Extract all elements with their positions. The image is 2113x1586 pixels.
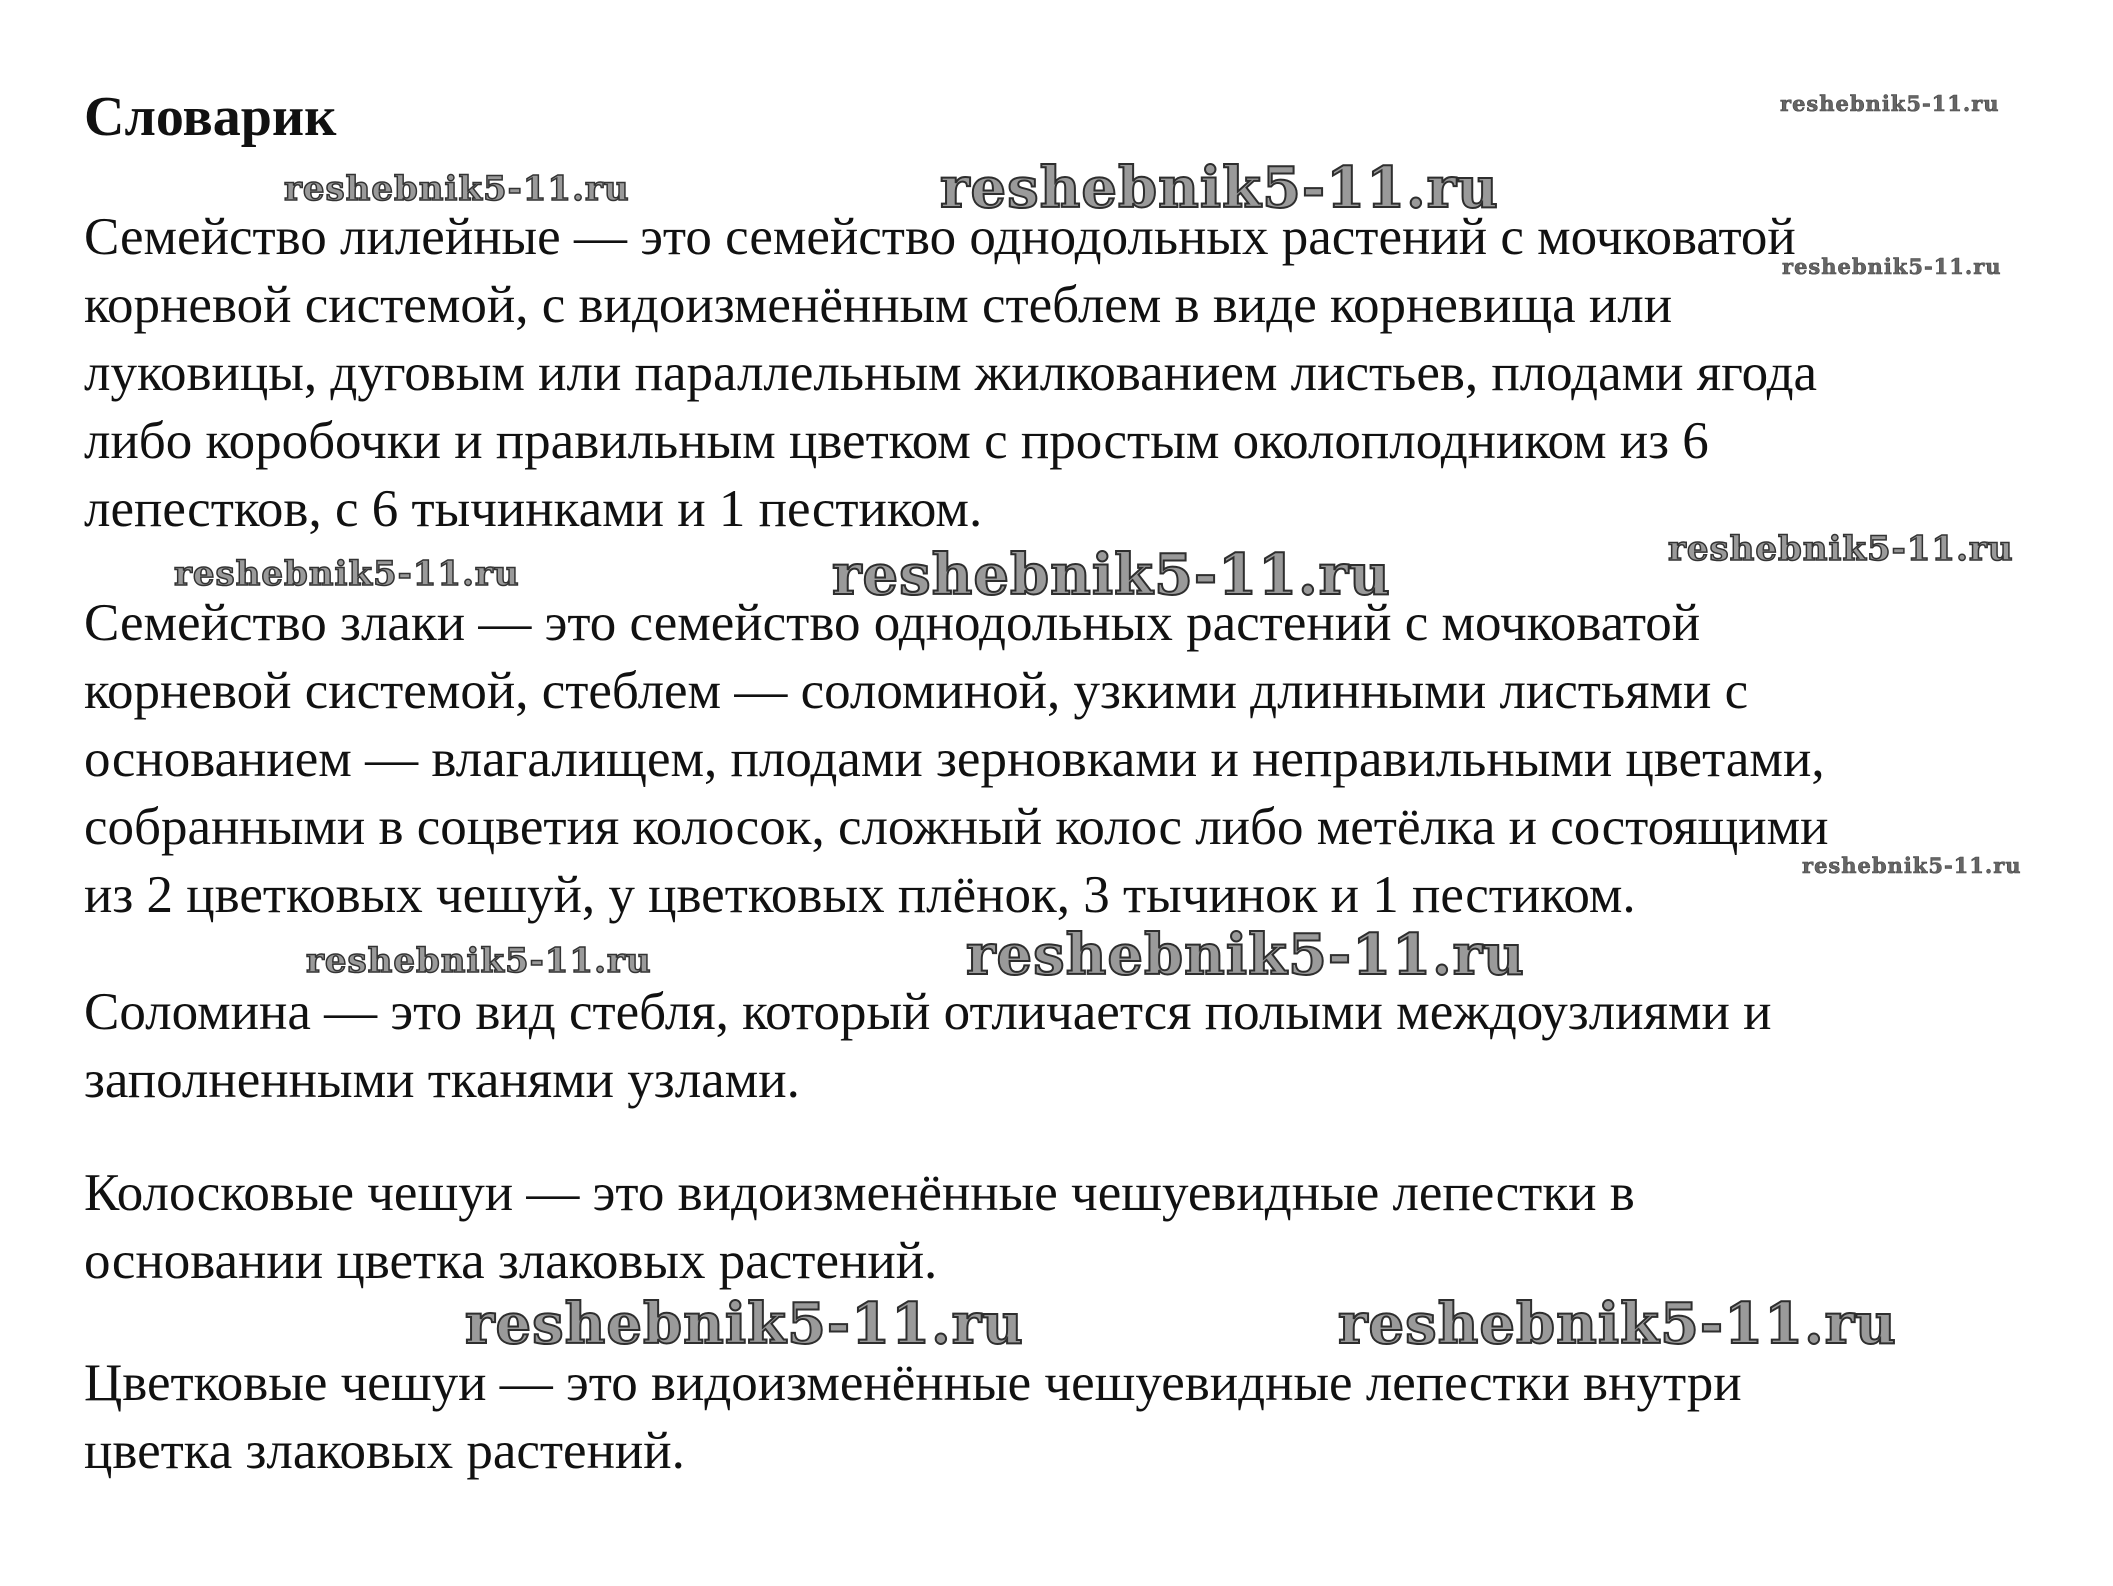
watermark: reshebnik5-11.ru — [306, 941, 652, 981]
watermark: reshebnik5-11.ru — [465, 1291, 1024, 1357]
watermark: reshebnik5-11.ru — [832, 542, 1391, 608]
paragraph-poaceae — [84, 589, 1829, 929]
watermark: reshebnik5-11.ru — [966, 922, 1525, 988]
watermark: reshebnik5-11.ru — [940, 155, 1499, 221]
text-line: корневой системой, стеблем — соломиной, узкими длинными листьями с — [84, 662, 1749, 720]
paragraph-glumes — [84, 1159, 1635, 1295]
paragraph-culm — [84, 978, 1771, 1114]
text-line: либо коробочки и правильным цветком с простым околоплодником из 6 — [84, 412, 1709, 470]
text-line: Колосковые чешуи — это видоизменённые чешуевидные лепестки в — [84, 1164, 1635, 1222]
watermark: reshebnik5-11.ru — [1780, 91, 2000, 116]
watermark: reshebnik5-11.ru — [1338, 1291, 1897, 1357]
text-line: Семейство лилейные — это семейство однодольных растений с мочковатой — [84, 208, 1796, 266]
text-line: Цветковые чешуи — это видоизменённые чешуевидные лепестки внутри — [84, 1354, 1742, 1412]
text-line: Соломина — это вид стебля, который отличается полыми междоузлиями и — [84, 983, 1772, 1041]
watermark: reshebnik5-11.ru — [174, 554, 520, 594]
paragraph-lemmas — [84, 1349, 1742, 1485]
watermark: reshebnik5-11.ru — [284, 169, 630, 209]
text-line: лепестков, с 6 тычинками и 1 пестиком. — [84, 480, 983, 538]
page-title: Словарик — [84, 86, 337, 148]
text-line: заполненными тканями узлами. — [84, 1051, 800, 1109]
text-line: из 2 цветковых чешуй, у цветковых плёнок, 3 тычинок и 1 пестиком. — [84, 866, 1636, 924]
text-line: основанием — влагалищем, плодами зерновками и неправильными цветами, — [84, 730, 1825, 788]
watermark: reshebnik5-11.ru — [1668, 529, 2014, 569]
text-line: основании цветка злаковых растений. — [84, 1232, 938, 1290]
watermark: reshebnik5-11.ru — [1802, 853, 2022, 878]
watermark: reshebnik5-11.ru — [1782, 254, 2002, 279]
text-line: цветка злаковых растений. — [84, 1422, 685, 1480]
text-line: луковицы, дуговым или параллельным жилкованием листьев, плодами ягода — [84, 344, 1818, 402]
text-line: корневой системой, с видоизменённым стеблем в виде корневища или — [84, 276, 1673, 334]
text-line: Семейство злаки — это семейство однодольных растений с мочковатой — [84, 594, 1701, 652]
text-line: собранными в соцветия колосок, сложный колос либо метёлка и состоящими — [84, 798, 1829, 856]
paragraph-liliaceae — [84, 203, 1817, 543]
